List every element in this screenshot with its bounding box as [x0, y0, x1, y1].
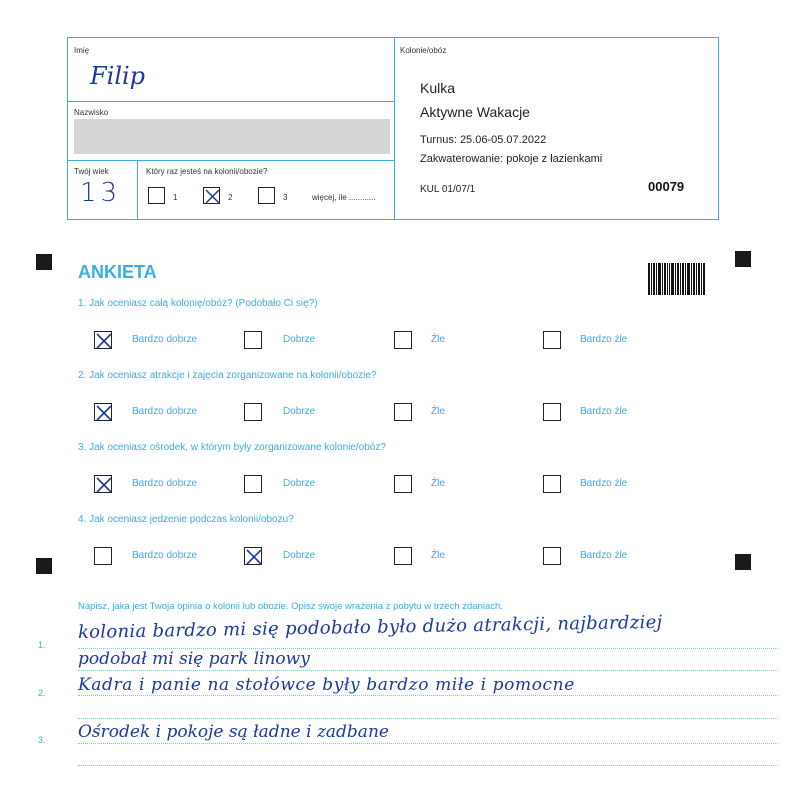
question-2-checkbox-2[interactable] [244, 403, 262, 421]
question-3-option-4-label: Bardzo źle [580, 478, 628, 489]
times-checkbox-2[interactable] [203, 187, 220, 204]
writing-line [78, 670, 778, 671]
surname-redacted [74, 119, 390, 154]
times-more-label: więcej, ile ............ [312, 193, 376, 202]
question-4-checkbox-2[interactable] [244, 547, 262, 565]
question-3-text: 3. Jak oceniasz ośrodek, w którym były zorganizowane kolonie/obóz? [78, 442, 386, 453]
name-value[interactable]: Filip [90, 62, 146, 90]
header-divider-name [67, 101, 395, 102]
question-4-option-3-label: Źle [431, 550, 445, 561]
question-1-option-2-label: Dobrze [283, 334, 316, 345]
check-x-icon [245, 548, 263, 566]
times-option-2: 2 [228, 193, 233, 202]
header-divider-vertical [394, 37, 395, 220]
age-label: Twój wiek [74, 167, 109, 176]
barcode-icon [648, 263, 706, 295]
question-1-option-4-label: Bardzo źle [580, 334, 628, 345]
registration-mark-tl [36, 254, 52, 270]
form-number: 00079 [648, 179, 685, 194]
opinion-line-3[interactable]: Ośrodek i pokoje są ładne i zadbane [78, 722, 389, 742]
question-4-checkbox-3[interactable] [394, 547, 412, 565]
camp-label: Kolonie/obóz [400, 46, 447, 55]
line-number-2: 2. [38, 688, 46, 698]
header-divider-age [137, 160, 138, 220]
registration-mark-tr [735, 251, 751, 267]
question-4-checkbox-1[interactable] [94, 547, 112, 565]
writing-line [78, 765, 778, 766]
question-1-checkbox-4[interactable] [543, 331, 561, 349]
registration-mark-bl [36, 558, 52, 574]
writing-line [78, 718, 778, 719]
age-value[interactable]: 13 [80, 178, 122, 208]
check-x-icon [95, 476, 113, 494]
question-2-option-4-label: Bardzo źle [580, 406, 628, 417]
opinion-line-2[interactable]: Kadra i panie na stołówce były bardzo miłe i pomocne [78, 675, 575, 695]
surname-label: Nazwisko [74, 108, 109, 117]
camp-name: Kulka [420, 80, 456, 96]
question-2-checkbox-1[interactable] [94, 403, 112, 421]
camp-type: Aktywne Wakacje [420, 104, 530, 120]
registration-mark-br [735, 554, 751, 570]
opinion-line-1b[interactable]: podobał mi się park linowy [78, 649, 310, 669]
question-3-checkbox-2[interactable] [244, 475, 262, 493]
survey-title: ANKIETA [78, 262, 157, 282]
question-2-checkbox-4[interactable] [543, 403, 561, 421]
turnus-text: Turnus: 25.06-05.07.2022 [420, 134, 547, 146]
times-option-3: 3 [283, 193, 288, 202]
question-4-option-1-label: Bardzo dobrze [132, 550, 198, 561]
question-1-checkbox-1[interactable] [94, 331, 112, 349]
line-number-3: 3. [38, 735, 46, 745]
name-label: Imię [74, 46, 90, 55]
question-1-option-3-label: Źle [431, 334, 445, 345]
question-1-option-1-label: Bardzo dobrze [132, 334, 198, 345]
question-2-option-3-label: Źle [431, 406, 445, 417]
accommodation-text: Zakwaterowanie: pokoje z łazienkami [420, 153, 603, 165]
times-label: Który raz jesteś na kolonii/obozie? [146, 167, 268, 176]
question-3-checkbox-4[interactable] [543, 475, 561, 493]
question-2-text: 2. Jak oceniasz atrakcje i zajęcia zorganizowane na kolonii/obozie? [78, 370, 377, 381]
check-x-icon [95, 332, 113, 350]
times-checkbox-3[interactable] [258, 187, 275, 204]
question-1-checkbox-3[interactable] [394, 331, 412, 349]
code-text: KUL 01/07/1 [420, 184, 476, 195]
question-3-checkbox-3[interactable] [394, 475, 412, 493]
opinion-prompt: Napisz, jaka jest Twoja opinia o kolonii lub obozie. Opisz swoje wrażenia z pobytu w trzech zdaniach. [78, 601, 503, 612]
question-4-option-4-label: Bardzo źle [580, 550, 628, 561]
question-2-option-2-label: Dobrze [283, 406, 316, 417]
question-4-option-2-label: Dobrze [283, 550, 316, 561]
check-x-icon [204, 188, 221, 205]
header-divider-surname [67, 160, 395, 161]
question-2-checkbox-3[interactable] [394, 403, 412, 421]
line-number-1: 1. [38, 640, 46, 650]
question-1-checkbox-2[interactable] [244, 331, 262, 349]
question-3-checkbox-1[interactable] [94, 475, 112, 493]
question-4-text: 4. Jak oceniasz jedzenie podczas kolonii/obozu? [78, 514, 294, 525]
times-checkbox-1[interactable] [148, 187, 165, 204]
question-3-option-1-label: Bardzo dobrze [132, 478, 198, 489]
check-x-icon [95, 404, 113, 422]
question-3-option-2-label: Dobrze [283, 478, 316, 489]
question-1-text: 1. Jak oceniasz całą kolonię/obóz? (Podobało Ci się?) [78, 298, 318, 309]
question-2-option-1-label: Bardzo dobrze [132, 406, 198, 417]
writing-line [78, 743, 778, 744]
question-4-checkbox-4[interactable] [543, 547, 561, 565]
writing-line [78, 695, 778, 696]
question-3-option-3-label: Źle [431, 478, 445, 489]
opinion-line-1[interactable]: kolonia bardzo mi się podobało było dużo atrakcji, najbardziej [77, 611, 663, 643]
times-option-1: 1 [173, 193, 178, 202]
